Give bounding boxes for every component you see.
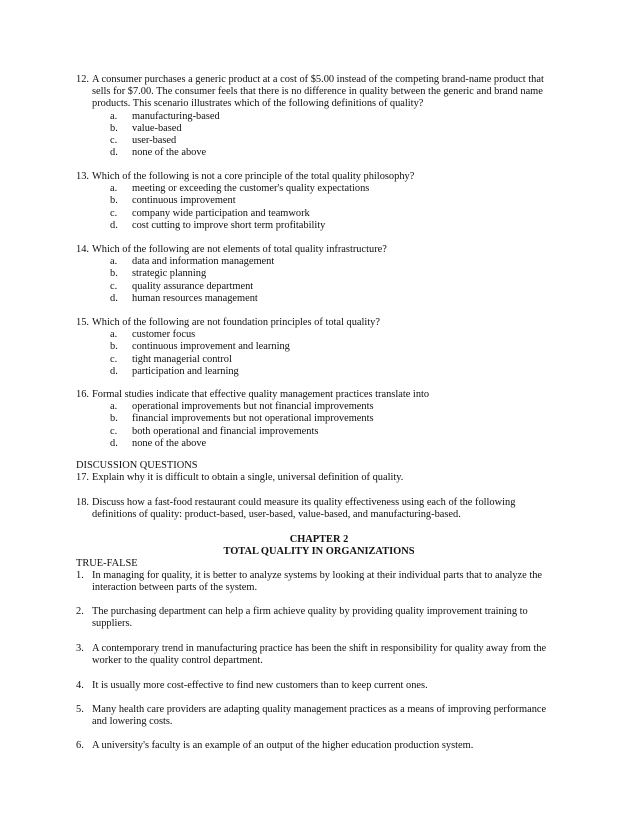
option-text: value-based	[132, 122, 182, 134]
item-number: 5.	[76, 704, 84, 715]
option-text: tight managerial control	[132, 353, 232, 365]
question-text: Which of the following are not elements of total quality infrastructure?	[92, 244, 387, 255]
item-number: 1.	[76, 570, 84, 581]
option-text: data and information management	[132, 256, 275, 268]
item-number: 6.	[76, 740, 84, 751]
option-text: both operational and financial improvements	[132, 425, 319, 437]
option-letter: c.	[110, 353, 118, 365]
question-number: 16.	[76, 389, 89, 400]
chapter-label: CHAPTER 2	[289, 534, 349, 545]
tf-item-1	[76, 570, 554, 594]
option-letter: d.	[110, 147, 118, 159]
discussion-heading: DISCUSSION QUESTIONS	[76, 460, 198, 471]
option-text: meeting or exceeding the customer's quality expectations	[132, 183, 370, 195]
item-text: It is usually more cost-effective to find new customers than to keep current ones.	[92, 680, 428, 691]
option-letter: b.	[110, 122, 118, 134]
option	[110, 413, 554, 425]
question-number: 18.	[76, 497, 89, 508]
option-text: participation and learning	[132, 365, 239, 377]
option-text: manufacturing-based	[132, 110, 220, 122]
option	[110, 111, 554, 123]
option	[110, 135, 554, 147]
option-letter: d.	[110, 437, 118, 449]
option-text: quality assurance department	[132, 280, 254, 292]
question-16	[76, 389, 554, 450]
option-text: company wide participation and teamwork	[132, 207, 310, 219]
option-letter: d.	[110, 219, 118, 231]
options-list	[110, 401, 554, 450]
option	[110, 281, 554, 293]
question-15	[76, 317, 554, 378]
option-letter: b.	[110, 195, 118, 207]
option	[110, 220, 554, 232]
question-12	[76, 74, 554, 159]
option	[110, 123, 554, 135]
item-text: In managing for quality, it is better to analyze systems by looking at their individual parts that to analyze the interaction between parts of the system.	[92, 570, 543, 594]
option-letter: d.	[110, 365, 118, 377]
option-text: human resources management	[132, 292, 258, 304]
question-text: A consumer purchases a generic product at a cost of $5.00 instead of the competing brand-name product that sells for $7.00. The consumer feels that there is no difference in quality between the generic and brand name products. This scenario illustrates which of the following definitions of quality?	[92, 74, 544, 110]
option-letter: a.	[110, 110, 118, 122]
option	[110, 183, 554, 195]
option-letter: a.	[110, 329, 118, 341]
item-text: A university's faculty is an example of an output of the higher education production system.	[92, 740, 474, 751]
option	[110, 147, 554, 159]
options-list	[110, 183, 554, 232]
option	[110, 438, 554, 450]
question-text: Discuss how a fast-food restaurant could measure its quality effectiveness using each of the following definitions of quality: product-based, user-based, value-based, and manufacturing-based.	[92, 497, 516, 521]
question-17	[76, 472, 554, 484]
tf-item-6	[76, 740, 554, 752]
option	[110, 366, 554, 378]
question-text: Formal studies indicate that effective quality management practices translate into	[92, 389, 430, 400]
true-false-heading: TRUE-FALSE	[76, 558, 138, 569]
options-list	[110, 329, 554, 378]
option-text: financial improvements but not operational improvements	[132, 413, 374, 425]
question-number: 15.	[76, 317, 89, 328]
option	[110, 329, 554, 341]
item-number: 2.	[76, 606, 84, 617]
option-text: customer focus	[132, 329, 196, 341]
option-letter: c.	[110, 207, 118, 219]
question-number: 13.	[76, 171, 89, 182]
option-letter: a.	[110, 183, 118, 195]
item-number: 4.	[76, 680, 84, 691]
options-list	[110, 111, 554, 160]
tf-item-3	[76, 643, 554, 667]
option	[110, 354, 554, 366]
question-text: Which of the following is not a core principle of the total quality philosophy?	[92, 171, 415, 182]
question-text: Which of the following are not foundation principles of total quality?	[92, 317, 380, 328]
option-letter: c.	[110, 425, 118, 437]
item-number: 3.	[76, 643, 84, 654]
question-number: 17.	[76, 472, 89, 483]
question-number: 12.	[76, 74, 89, 85]
option	[110, 256, 554, 268]
item-text: A contemporary trend in manufacturing practice has been the shift in responsibility for quality away from the worker to the quality control department.	[92, 643, 547, 667]
option-letter: b.	[110, 268, 118, 280]
tf-item-4	[76, 680, 554, 692]
option-text: user-based	[132, 135, 177, 147]
option-letter: a.	[110, 401, 118, 413]
option-text: operational improvements but not financial improvements	[132, 401, 374, 413]
option-letter: c.	[110, 280, 118, 292]
question-18	[76, 497, 554, 521]
option	[110, 426, 554, 438]
tf-item-5	[76, 704, 554, 728]
option-text: none of the above	[132, 437, 207, 449]
option	[110, 208, 554, 220]
option	[110, 341, 554, 353]
option	[110, 293, 554, 305]
option-text: none of the above	[132, 147, 207, 159]
option-letter: d.	[110, 292, 118, 304]
options-list	[110, 256, 554, 305]
option-text: cost cutting to improve short term profitability	[132, 219, 326, 231]
item-text: Many health care providers are adapting quality management practices as a means of improving performance and lowering costs.	[92, 704, 547, 728]
option-text: strategic planning	[132, 268, 207, 280]
option-letter: a.	[110, 256, 118, 268]
tf-item-2	[76, 606, 554, 630]
question-number: 14.	[76, 244, 89, 255]
question-13	[76, 171, 554, 232]
option-text: continuous improvement	[132, 195, 236, 207]
item-text: The purchasing department can help a firm achieve quality by providing quality improvement training to suppliers.	[92, 606, 528, 630]
option	[110, 268, 554, 280]
option	[110, 401, 554, 413]
option-text: continuous improvement and learning	[132, 341, 290, 353]
option-letter: b.	[110, 341, 118, 353]
chapter-title: TOTAL QUALITY IN ORGANIZATIONS	[223, 546, 415, 557]
question-text: Explain why it is difficult to obtain a single, universal definition of quality.	[92, 472, 404, 483]
option	[110, 195, 554, 207]
question-14	[76, 244, 554, 305]
option-letter: b.	[110, 413, 118, 425]
option-letter: c.	[110, 135, 118, 147]
